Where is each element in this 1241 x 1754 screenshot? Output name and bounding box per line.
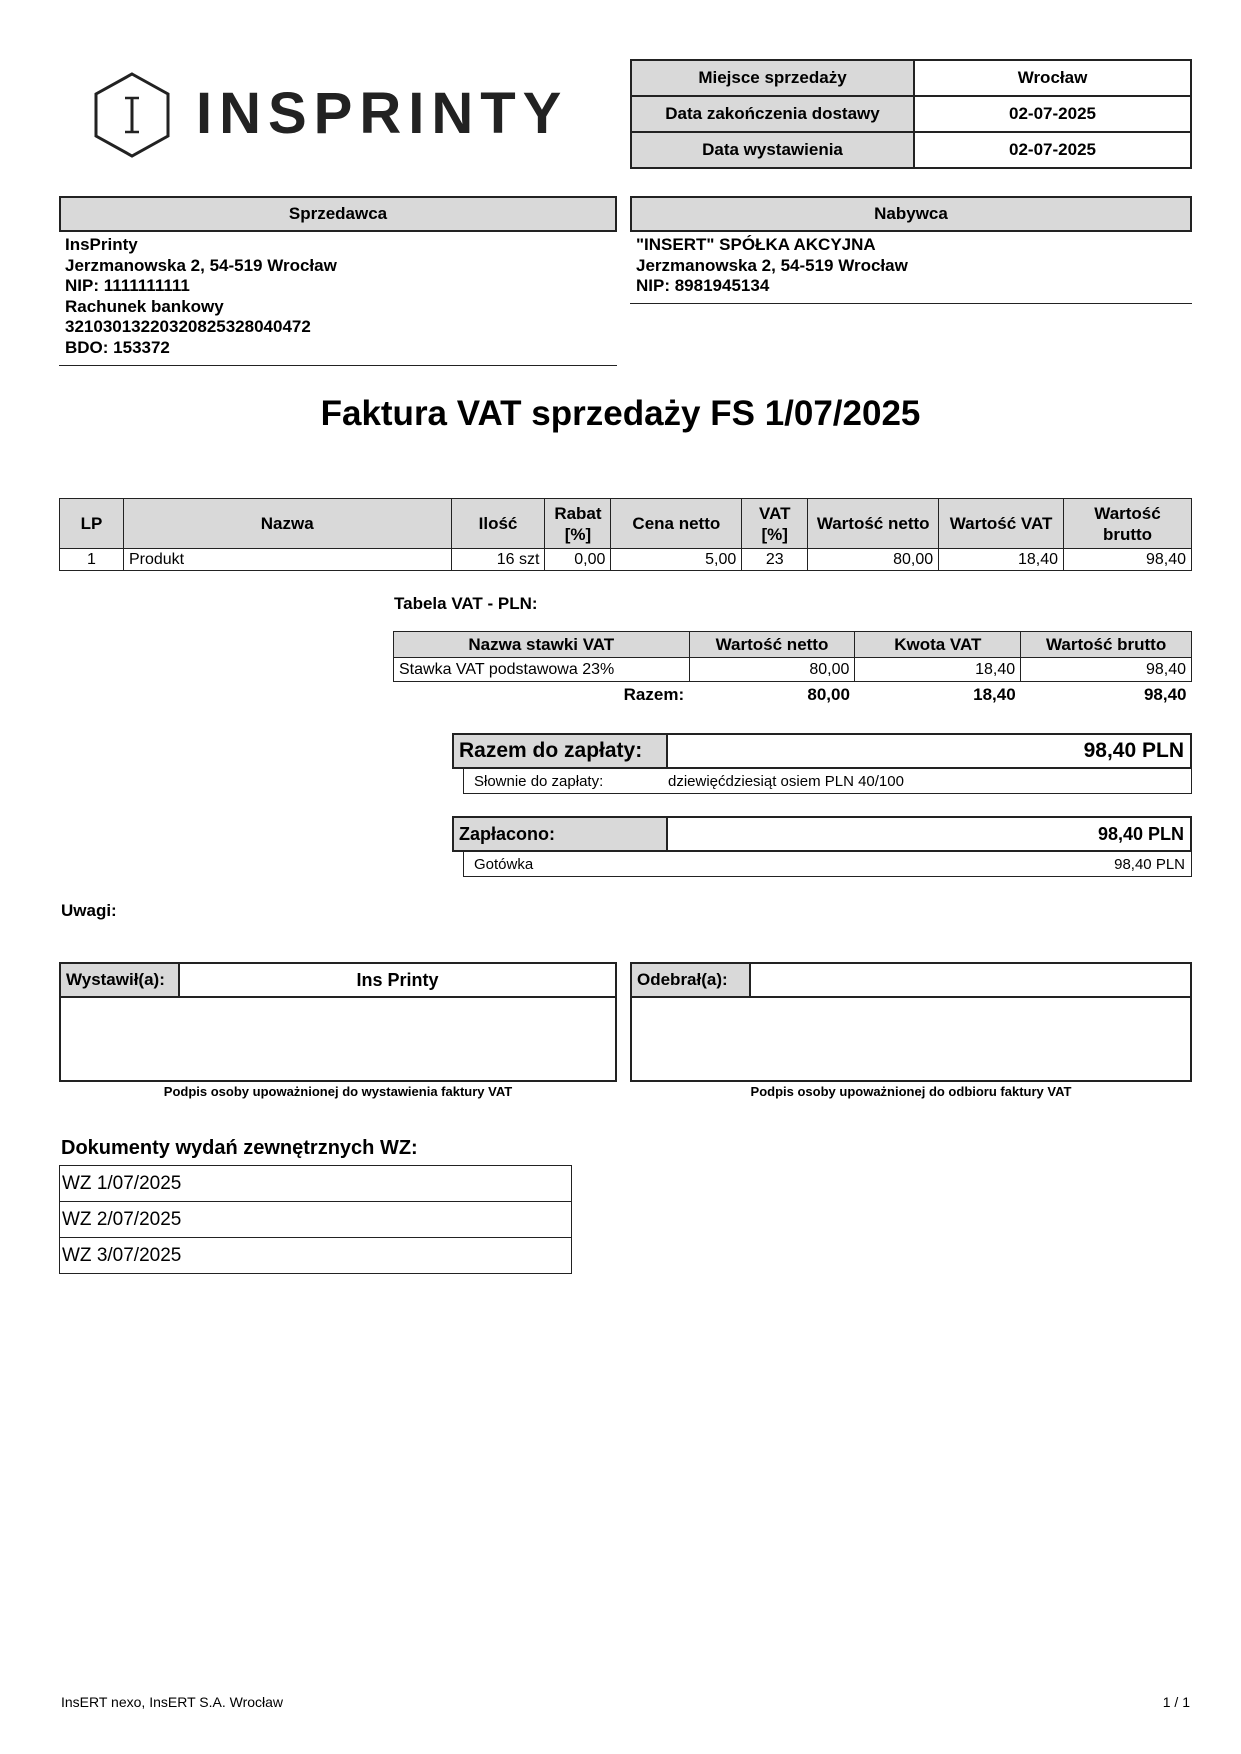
meta-label: Data wystawienia <box>631 132 914 168</box>
seller-bank-label: Rachunek bankowy <box>65 296 224 316</box>
buyer-details <box>630 232 1192 304</box>
issued-signature-caption: Podpis osoby upoważnionej do wystawienia faktury VAT <box>163 1084 513 1099</box>
items-table <box>59 498 1192 571</box>
meta-row <box>631 96 1191 132</box>
issued-by-label: Wystawił(a): <box>61 964 180 996</box>
paid-row <box>452 816 1192 852</box>
buyer-section <box>630 196 1192 304</box>
footer-page-number: 1 / 1 <box>1162 1694 1190 1710</box>
footer-software: InsERT nexo, InsERT S.A. Wrocław <box>61 1694 284 1710</box>
item-net-price: 5,00 <box>611 549 742 571</box>
vat-sum-net: 80,00 <box>807 684 850 704</box>
vat-amount: 18,40 <box>855 658 1021 682</box>
amount-words-value: dziewięćdziesiąt osiem PLN 40/100 <box>668 772 904 790</box>
issued-by-section <box>59 962 617 1099</box>
vat-table-label: Tabela VAT - PLN: <box>394 594 538 613</box>
vat-sum-row <box>394 682 1192 708</box>
meta-value: 02-07-2025 <box>914 96 1191 132</box>
issued-signature-box <box>59 998 617 1082</box>
invoice-meta-table <box>630 59 1192 169</box>
vat-rate: Stawka VAT podstawowa 23% <box>394 658 690 682</box>
col-gross: Wartość brutto <box>1064 499 1192 549</box>
amount-due-box <box>452 733 1192 794</box>
paid-label: Zapłacono: <box>454 818 668 850</box>
wz-document: WZ 3/07/2025 <box>60 1238 572 1274</box>
item-name: Produkt <box>123 549 451 571</box>
table-row <box>394 658 1192 682</box>
payment-method: Gotówka <box>474 855 534 873</box>
buyer-address: Jerzmanowska 2, 54-519 Wrocław <box>636 255 908 275</box>
received-by-value <box>751 964 1190 996</box>
received-by-label: Odebrał(a): <box>632 964 751 996</box>
vat-gross: 98,40 <box>1021 658 1192 682</box>
vat-net: 80,00 <box>689 658 855 682</box>
amount-words-row <box>463 769 1192 794</box>
item-net-value: 80,00 <box>808 549 939 571</box>
meta-row <box>631 132 1191 168</box>
vat-header-row <box>394 632 1192 658</box>
table-row <box>60 1238 572 1274</box>
col-net-value: Wartość netto <box>808 499 939 549</box>
item-lp: 1 <box>60 549 124 571</box>
notes-label: Uwagi: <box>61 901 117 920</box>
table-row <box>60 1202 572 1238</box>
seller-address: Jerzmanowska 2, 54-519 Wrocław <box>65 255 337 275</box>
col-vat-gross: Wartość brutto <box>1021 632 1192 658</box>
seller-bank-account: 32103013220320825328040472 <box>65 317 311 337</box>
buyer-name: "INSERT" SPÓŁKA AKCYJNA <box>636 235 876 254</box>
wz-document: WZ 1/07/2025 <box>60 1166 572 1202</box>
item-vat-value: 18,40 <box>939 549 1064 571</box>
amount-due-value: 98,40 PLN <box>1083 739 1184 762</box>
vat-sum-label: Razem: <box>623 684 685 704</box>
seller-bdo: BDO: 153372 <box>65 337 170 357</box>
table-row <box>60 549 1192 571</box>
received-by-row <box>630 962 1192 998</box>
seller-name: InsPrinty <box>65 235 138 254</box>
col-vat-value: Wartość VAT <box>939 499 1064 549</box>
received-signature-caption: Podpis osoby upoważnionej do odbioru faktury VAT <box>750 1084 1072 1099</box>
paid-box <box>452 816 1192 877</box>
issued-by-value: Ins Printy <box>356 969 439 990</box>
amount-due-label: Razem do zapłaty: <box>454 735 668 767</box>
meta-label: Data zakończenia dostawy <box>631 96 914 132</box>
vat-sum-amount: 18,40 <box>973 684 1016 704</box>
col-vat-net: Wartość netto <box>689 632 855 658</box>
col-vat-rate: Nazwa stawki VAT <box>394 632 690 658</box>
payment-method-value: 98,40 PLN <box>1114 855 1185 873</box>
meta-label: Miejsce sprzedaży <box>631 60 914 96</box>
wz-documents-title: Dokumenty wydań zewnętrznych WZ: <box>61 1137 418 1159</box>
seller-section <box>59 196 617 366</box>
items-header-row <box>60 499 1192 549</box>
payment-method-row <box>463 852 1192 877</box>
item-qty: 16 szt <box>451 549 545 571</box>
amount-due-row <box>452 733 1192 769</box>
col-vat: VAT [%] <box>742 499 808 549</box>
wz-documents-table <box>59 1165 572 1274</box>
amount-words-label: Słownie do zapłaty: <box>474 772 604 790</box>
col-net-price: Cena netto <box>611 499 742 549</box>
received-by-section <box>630 962 1192 1099</box>
seller-nip: NIP: 1111111111 <box>65 276 190 296</box>
paid-value: 98,40 PLN <box>1097 823 1184 844</box>
col-discount: Rabat [%] <box>545 499 611 549</box>
vat-table <box>393 631 1192 708</box>
seller-heading: Sprzedawca <box>59 196 617 232</box>
logo-text: INSPRINTY <box>196 81 569 146</box>
meta-value: 02-07-2025 <box>914 132 1191 168</box>
issued-by-row <box>59 962 617 998</box>
received-signature-box <box>630 998 1192 1082</box>
col-vat-amount: Kwota VAT <box>855 632 1021 658</box>
wz-document: WZ 2/07/2025 <box>60 1202 572 1238</box>
col-qty: Ilość <box>451 499 545 549</box>
invoice-title: Faktura VAT sprzedaży FS 1/07/2025 <box>320 394 921 433</box>
company-logo <box>92 70 569 160</box>
seller-details <box>59 232 617 366</box>
vat-sum-gross: 98,40 <box>1143 684 1187 704</box>
meta-value: Wrocław <box>914 60 1191 96</box>
item-vat: 23 <box>742 549 808 571</box>
item-discount: 0,00 <box>545 549 611 571</box>
buyer-nip: NIP: 8981945134 <box>636 276 770 296</box>
table-row <box>60 1166 572 1202</box>
col-lp: LP <box>60 499 124 549</box>
buyer-heading: Nabywca <box>630 196 1192 232</box>
col-name: Nazwa <box>123 499 451 549</box>
logo-hexagon-icon <box>92 70 172 160</box>
item-gross: 98,40 <box>1064 549 1192 571</box>
meta-row <box>631 60 1191 96</box>
